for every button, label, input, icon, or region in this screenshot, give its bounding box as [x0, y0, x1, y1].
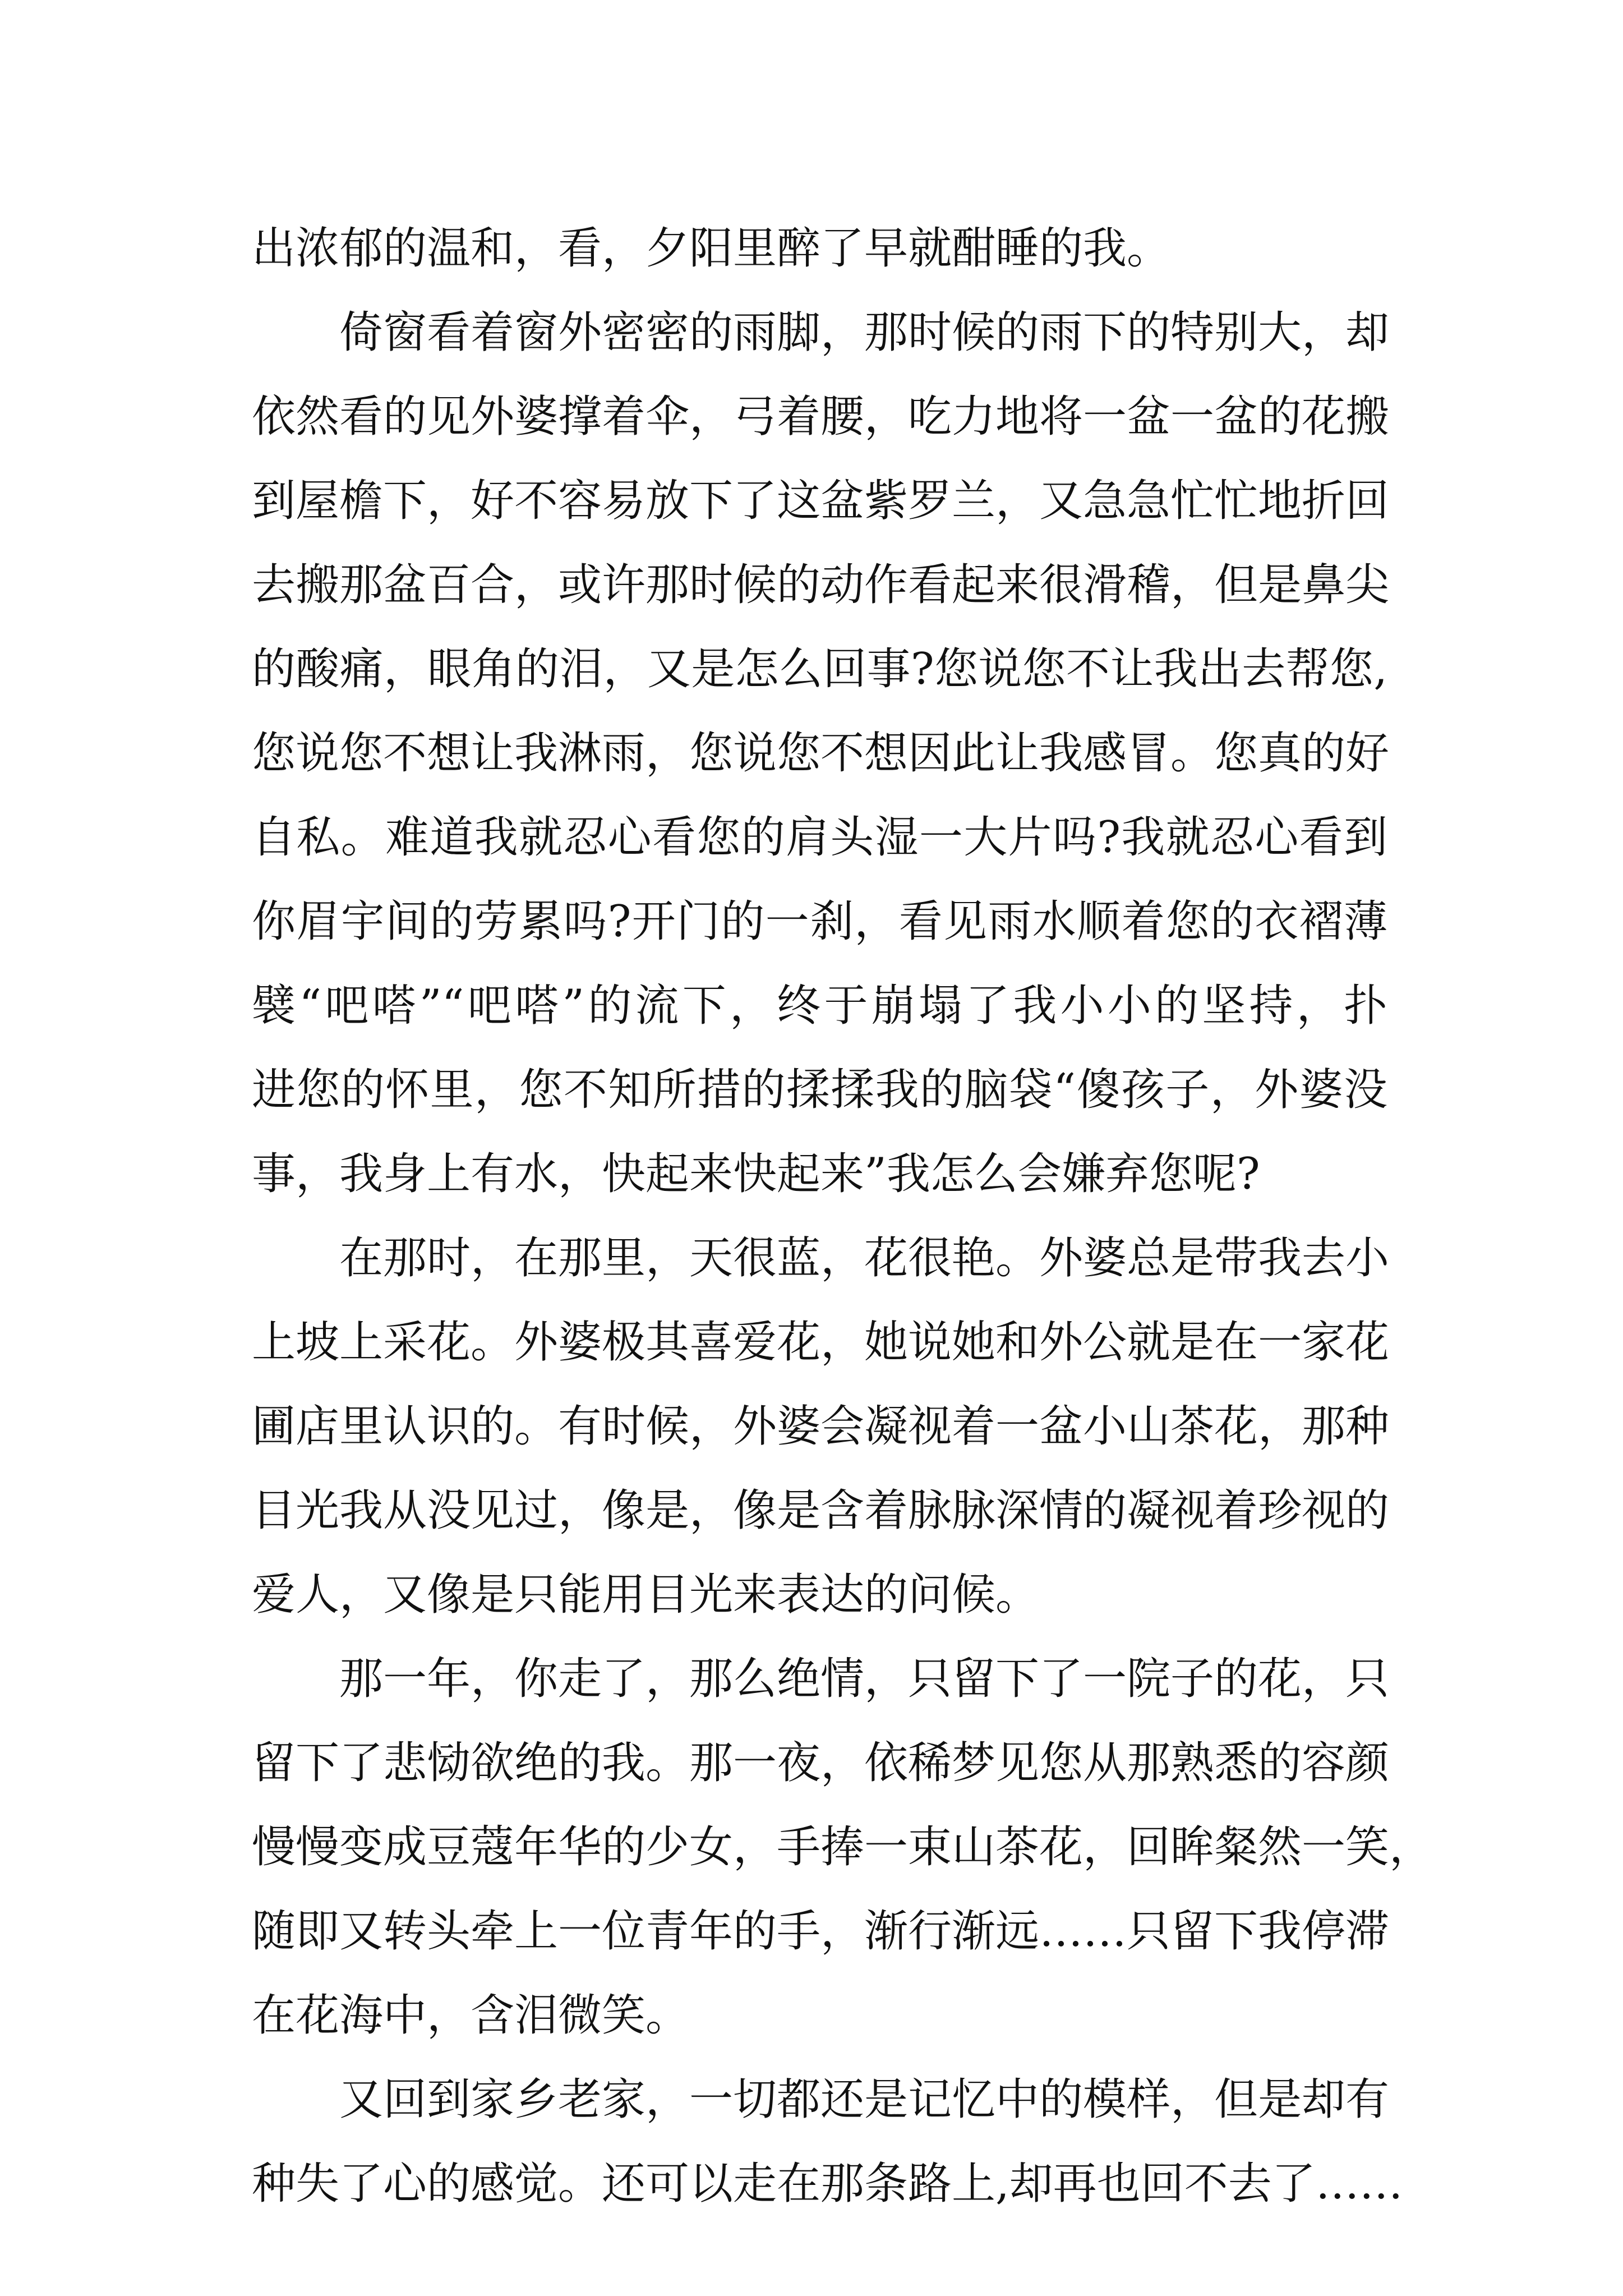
text-line: 上坡上采花。外婆极其喜爱花，她说她和外公就是在一家花 — [252, 1317, 1390, 1368]
paragraph-first-line: 倚窗看着窗外密密的雨脚，那时候的雨下的特别大，却 — [339, 307, 1390, 358]
text-line: 留下了悲恸欲绝的我。那一夜，依稀梦见您从那熟悉的容颜 — [252, 1738, 1390, 1788]
text-line: 慢慢变成豆蔻年华的少女，手捧一束山茶花，回眸粲然一笑， — [252, 1822, 1433, 1872]
paragraph-first-line: 在那时，在那里，天很蓝，花很艳。外婆总是带我去小 — [339, 1233, 1390, 1283]
text-line: 自私。难道我就忍心看您的肩头湿一大片吗?我就忍心看到 — [252, 812, 1387, 863]
paragraph-first-line: 那一年，你走了，那么绝情，只留下了一院子的花，只 — [339, 1654, 1390, 1704]
text-line: 进您的怀里，您不知所措的揉揉我的脑袋“傻孩子，外婆没 — [252, 1065, 1387, 1115]
text-line: 依然看的见外婆撑着伞，弓着腰，吃力地将一盆一盆的花搬 — [252, 392, 1390, 442]
text-line: 爱人，又像是只能用目光来表达的问候。 — [252, 1570, 1040, 1620]
text-line: 襞“吧嗒”“吧嗒”的流下，终于崩塌了我小小的坚持，扑 — [252, 981, 1387, 1031]
text-line: 目光我从没见过，像是，像是含着脉脉深情的凝视着珍视的 — [252, 1485, 1390, 1536]
text-line: 您说您不想让我淋雨，您说您不想因此让我感冒。您真的好 — [252, 728, 1390, 779]
text-line: 你眉宇间的劳累吗?开门的一刹，看见雨水顺着您的衣褶薄 — [252, 896, 1387, 947]
text-line: 去搬那盆百合，或许那时候的动作看起来很滑稽，但是鼻尖 — [252, 560, 1390, 610]
text-line: 圃店里认识的。有时候，外婆会凝视着一盆小山茶花，那种 — [252, 1401, 1390, 1452]
paragraph-first-line: 又回到家乡老家，一切都还是记忆中的模样，但是却有 — [339, 2074, 1390, 2125]
text-line: 种失了心的感觉。还可以走在那条路上,却再也回不去了…… — [252, 2159, 1403, 2209]
text-line: 随即又转头牵上一位青年的手，渐行渐远……只留下我停滞 — [252, 1906, 1390, 1957]
text-line: 到屋檐下，好不容易放下了这盆紫罗兰，又急急忙忙地折回 — [252, 476, 1390, 526]
body-text — [252, 206, 1433, 2226]
text-line: 事，我身上有水，快起来快起来”我怎么会嫌弃您呢? — [252, 1149, 1260, 1199]
text-line: 的酸痛，眼角的泪，又是怎么回事?您说您不让我出去帮您, — [252, 644, 1387, 694]
text-line: 出浓郁的温和，看，夕阳里醉了早就酣睡的我。 — [252, 223, 1171, 274]
text-line: 在花海中，含泪微笑。 — [252, 1990, 690, 2041]
